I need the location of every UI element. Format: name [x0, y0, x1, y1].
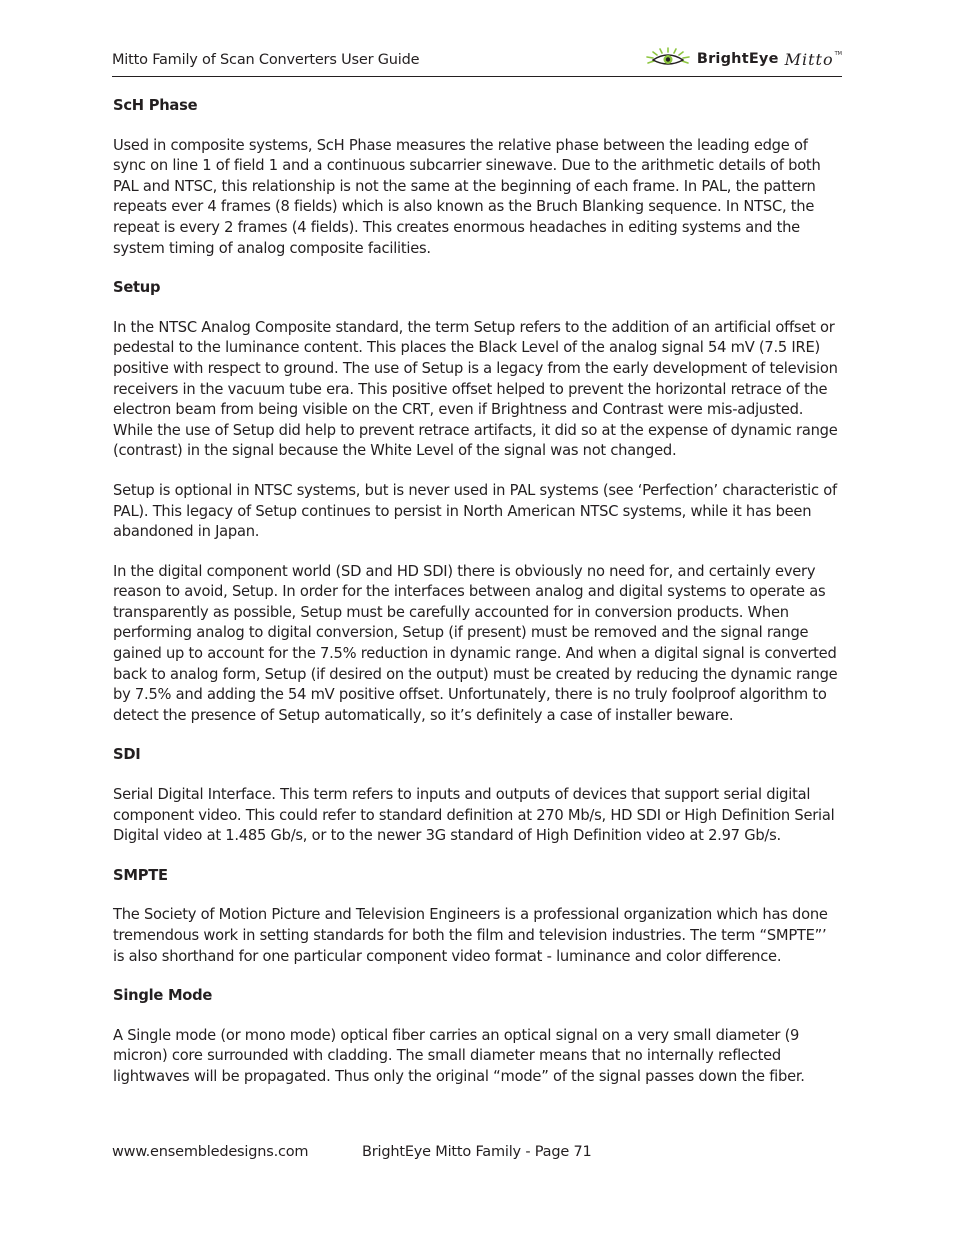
paragraph: A Single mode (or mono mode) optical fiber carries an optical signal on a very small diameter (9 micron) core surrounded with cladding. The small diameter means that no internally reflected lightwaves will be propagated. Thus only the original “mode” of the signal passes down the fiber. [113, 1026, 805, 1085]
section-heading: SMPTE [113, 866, 168, 884]
logo-brighteye-text: BrightEye [696, 51, 779, 67]
section-heading: Setup [113, 279, 161, 297]
paragraph: In the NTSC Analog Composite standard, the term Setup refers to the addition of an artificial offset or pedestal to the luminance content. This places the Black Level of the analog signal 54 mV (7.5 IRE) positive with respect to ground. The use of Setup is a legacy from the early development of television receivers in the vacuum tube era. This positive offset helped to prevent the horizontal retrace of the electron beam from being visible on the CRT, even if Brightness and Contrast were mis-adjusted. While the use of Setup did help to prevent retrace artifacts, it did so at the expense of dynamic range (contrast) in the signal because the White Level of the signal was not changed. [113, 318, 838, 460]
paragraph: Used in composite systems, ScH Phase measures the relative phase between the leading edge of sync on line 1 of field 1 and a continuous subcarrier sinewave. Due to the arithmetic details of both PAL and NTSC, this relationship is not the same at the beginning of each frame. In PAL, the pattern repeats ever 4 frames (8 fields) which is also known as the Bruch Blanking sequence. In NTSC, the repeat is every 2 frames (4 fields). This creates enormous headaches in editing systems and the system timing of analog composite facilities. [113, 136, 821, 257]
logo-mitto-text: Mitto [784, 49, 834, 69]
section-smpte [113, 866, 841, 967]
footer-page-number: BrightEye Mitto Family - Page 71 [362, 1144, 592, 1160]
section-heading: SDI [113, 746, 141, 764]
brighteye-mitto-logo [645, 46, 842, 72]
paragraph: In the digital component world (SD and HD SDI) there is obviously no need for, and certainly every reason to avoid, Setup. In order for the interfaces between analog and digital systems to operate as transparently as possible, Setup must be carefully accounted for in conversion products. When performing analog to digital conversion, Setup (if present) must be removed and the signal range gained up to account for the 7.5% reduction in dynamic range. And when a digital signal is converted back to analog form, Setup (if desired on the output) must be created by reducing the dynamic range by 7.5% and adding the 54 mV positive offset. Unfortunately, there is no truly foolproof algorithm to detect the presence of Setup automatically, so it’s definitely a case of installer beware. [113, 562, 838, 724]
section-sch-phase [113, 96, 841, 259]
document-title: Mitto Family of Scan Converters User Guide [112, 52, 420, 68]
glossary-content [113, 96, 841, 1107]
section-heading: ScH Phase [113, 97, 198, 114]
section-setup [113, 278, 841, 726]
section-sdi [113, 745, 841, 846]
footer-website-link[interactable]: www.ensembledesigns.com [112, 1144, 309, 1160]
page-header [112, 44, 842, 77]
paragraph: Serial Digital Interface. This term refers to inputs and outputs of devices that support serial digital component video. This could refer to standard definition at 270 Mb/s, HD SDI or High Definition Serial Digital video at 1.485 Gb/s, or to the newer 3G standard of High Definition video at 2.97 Gb/s. [113, 786, 835, 845]
paragraph: Setup is optional in NTSC systems, but is never used in PAL systems (see ‘Perfection’ characteristic of PAL). This legacy of Setup continues to persist in North American NTSC systems, while it has been abandoned in Japan. [113, 481, 837, 541]
section-single-mode [113, 986, 841, 1087]
logo-trademark: TM [834, 51, 842, 57]
paragraph: The Society of Motion Picture and Television Engineers is a professional organization which has done tremendous work in setting standards for both the film and television industries. The term “SMPTE”’ is also shorthand for one particular component video format - luminance and color difference. [113, 906, 828, 965]
section-heading: Single Mode [113, 987, 213, 1005]
eye-logo-icon [645, 46, 691, 72]
